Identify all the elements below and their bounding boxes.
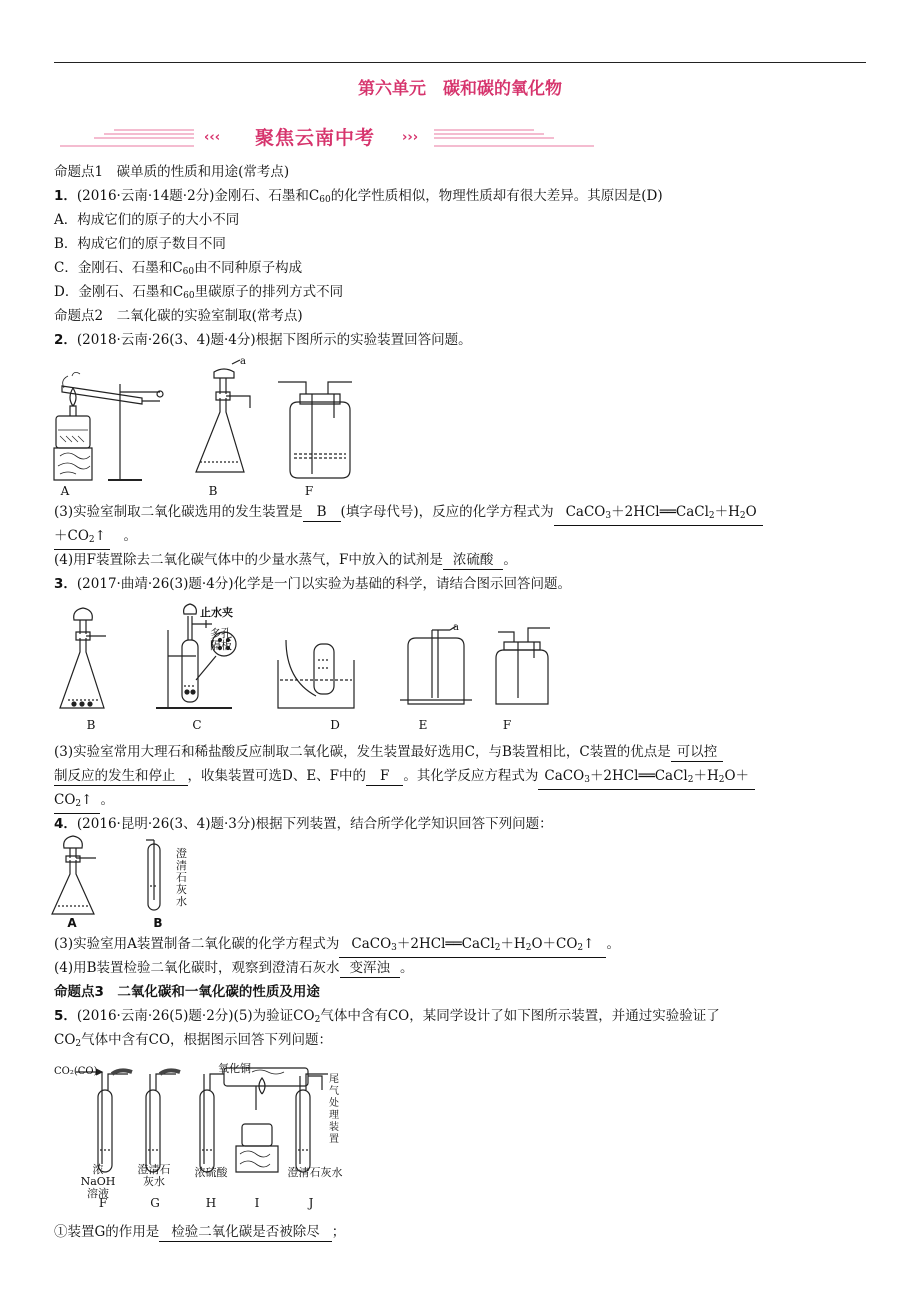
q3-part3 bbox=[54, 742, 880, 762]
q4-p4-answer: 变浑浊 bbox=[340, 960, 401, 978]
q1-opt-c-b: 由不同种原子构成 bbox=[194, 260, 303, 276]
funnel-b bbox=[214, 369, 234, 394]
porous-plate-label: 多孔隔板 bbox=[210, 627, 232, 652]
bottle-f bbox=[290, 402, 350, 478]
q1-opt-d-sub: 60 bbox=[183, 291, 195, 301]
q5-sub2: 2 bbox=[75, 1039, 82, 1049]
q1-opt-d-a: D．金刚石、石墨和C bbox=[54, 284, 184, 300]
q2-stem bbox=[54, 330, 880, 350]
q4-apparatus-figure bbox=[52, 836, 192, 916]
q5-stem-d: 气体中含有CO，根据图示回答下列问题： bbox=[81, 1032, 333, 1048]
top-rule bbox=[54, 62, 866, 63]
q2-p4-end: 。 bbox=[503, 552, 517, 568]
q1-opt-c-a: C．金刚石、石墨和C bbox=[54, 260, 183, 276]
exhaust-label: 尾气处理装置 bbox=[329, 1074, 339, 1145]
q3-p-a: (3)实验室常用大理石和稀盐酸反应制取二氧化碳，发生装置最好选用C，与B装置相比，C装置的优点是 bbox=[54, 744, 671, 760]
q1-option-c bbox=[54, 258, 880, 282]
stop-clip-label: 止水夹 bbox=[200, 606, 233, 619]
q3-answer-2: F bbox=[366, 768, 403, 786]
cuo-label: 氧化铜 bbox=[218, 1062, 251, 1075]
q3-answer-1a: 可以控 bbox=[671, 744, 724, 762]
q2-p3-equation: $CaCO_3+2HCl══CaCl_2+H_2O$ bbox=[554, 504, 763, 526]
heading-2: 命题点2 二氧化碳的实验室制取(常考点) bbox=[54, 308, 303, 324]
q4-p4-end: 。 bbox=[400, 960, 414, 976]
fig-label-C3: C bbox=[192, 718, 202, 732]
test-tube-c bbox=[182, 640, 198, 702]
svg-text:‹‹‹: ‹‹‹ bbox=[204, 130, 221, 145]
flask-b bbox=[196, 398, 244, 472]
limewater-label-j: 澄清石灰水 bbox=[287, 1166, 343, 1179]
q2-p3-equation-cont: $+CO_2↑$ bbox=[54, 528, 110, 550]
q1-sub: 60 bbox=[319, 195, 331, 205]
fig-label-D3: D bbox=[330, 718, 340, 732]
q4-part3 bbox=[54, 934, 880, 958]
tube-j bbox=[296, 1074, 328, 1172]
heading-3: 命题点3 二氧化碳和一氧化碳的性质及用途 bbox=[54, 984, 320, 1000]
q5-part1 bbox=[54, 1222, 880, 1242]
q5-number: 5． bbox=[54, 1008, 77, 1024]
q5-p1-end: ； bbox=[331, 1224, 346, 1240]
q1-stem-a: (2016·云南·14题·2分)金刚石、石墨和C bbox=[76, 188, 320, 204]
q2-part3 bbox=[54, 502, 880, 526]
label-a: a bbox=[240, 356, 246, 367]
q3-part3-end bbox=[54, 790, 880, 814]
fig-label-A: A bbox=[60, 484, 70, 498]
q3-end: 。 bbox=[100, 792, 114, 808]
q2-p4-a: (4)用F装置除去二氧化碳气体中的少量水蒸气，F中放入的试剂是 bbox=[54, 552, 443, 568]
q4-number: 4． bbox=[54, 816, 77, 832]
q3-answer-1b: 制反应的发生和停止 bbox=[54, 768, 188, 786]
q3-p-b: ，收集装置可选D、E、F中的 bbox=[187, 768, 367, 784]
q4-p4-a: (4)用B装置检验二氧化碳时，观察到澄清石灰水 bbox=[54, 960, 340, 976]
q2-p4-answer: 浓硫酸 bbox=[443, 552, 504, 570]
banner-text: 聚焦云南中考 bbox=[254, 127, 375, 149]
q2-p3-answer: B bbox=[303, 504, 341, 522]
q3-stem-text: (2017·曲靖·26(3)题·4分)化学是一门以实验为基础的科学，请结合图示回答问题。 bbox=[76, 576, 572, 592]
inlet-label: CO₂(CO) bbox=[54, 1066, 98, 1077]
alcohol-lamp-i bbox=[242, 1124, 272, 1146]
q3-equation: $CaCO_3+2HCl══CaCl_2+H_2O+$ bbox=[538, 768, 755, 790]
fig-label-F3: F bbox=[502, 718, 512, 732]
q4-stem-text: (2016·昆明·26(3、4)题·3分)根据下列装置，结合所学化学知识回答下列问题： bbox=[76, 816, 553, 832]
q5-p1-answer: 检验二氧化碳是否被除尽 bbox=[159, 1224, 332, 1242]
q4-p3-a: (3)实验室用A装置制备二氧化碳的化学方程式为 bbox=[54, 936, 340, 952]
q2-part4 bbox=[54, 550, 880, 570]
q1-opt-d-b: 里碳原子的排列方式不同 bbox=[194, 284, 344, 300]
svg-text:›››: ››› bbox=[402, 130, 419, 145]
fig-label-B3: B bbox=[86, 718, 96, 732]
q2-p3-a: (3)实验室制取二氧化碳选用的发生装置是 bbox=[54, 504, 303, 520]
q3-stem bbox=[54, 574, 880, 594]
q4-p3-end: 。 bbox=[606, 936, 620, 952]
fig-label-E3: E bbox=[418, 718, 428, 732]
q1-option-d bbox=[54, 282, 880, 306]
section-banner bbox=[54, 120, 602, 156]
q4-stem bbox=[54, 814, 880, 834]
fig-label-I5: I bbox=[254, 1196, 260, 1210]
q5-stem-a: (2016·云南·26(5)题·2分)(5)为验证CO bbox=[76, 1008, 315, 1024]
bottle-f2 bbox=[496, 650, 548, 704]
q2-p3-b: (填字母代号)，反应的化学方程式为 bbox=[340, 504, 554, 520]
alcohol-lamp bbox=[56, 416, 90, 448]
q4-equation: $CaCO_3+2HCl══CaCl_2+H_2O+CO_2↑$ bbox=[339, 936, 606, 958]
q5-stem bbox=[54, 1006, 880, 1030]
fig-label-H5: H bbox=[205, 1196, 217, 1210]
q1-number: 1． bbox=[54, 188, 77, 204]
q1-stem-b: 的化学性质相似，物理性质却有很大差异。其原因是(D) bbox=[330, 188, 663, 204]
bottle-e bbox=[408, 638, 464, 704]
q2-part3-cont: $+CO_2↑$ 。 bbox=[54, 526, 880, 550]
fig-label-F5: F bbox=[98, 1196, 108, 1210]
q1-opt-c-sub: 60 bbox=[182, 267, 195, 277]
q5-stem-b: 气体中含有CO，某同学设计了如下图所示装置，并通过实验验证了 bbox=[320, 1008, 720, 1024]
q2-number: 2． bbox=[54, 332, 77, 348]
q2-stem-text: (2018·云南·26(3、4)题·4分)根据下图所示的实验装置回答问题。 bbox=[76, 332, 472, 348]
q3-p-c: 。其化学反应方程式为 bbox=[403, 768, 539, 784]
q4-part4 bbox=[54, 958, 880, 978]
tube-g bbox=[146, 1074, 176, 1172]
limewater-label-g: 澄清石灰水 bbox=[137, 1163, 171, 1188]
q3-apparatus-figure bbox=[56, 600, 536, 716]
q1-option-b: B．构成它们的原子数目不同 bbox=[54, 236, 226, 252]
tube-f bbox=[98, 1072, 128, 1172]
q5-stem-cont bbox=[54, 1030, 880, 1054]
fig-label-B: B bbox=[208, 484, 218, 498]
q2-apparatus-figure bbox=[50, 358, 350, 483]
q5-p1-a: ①装置G的作用是 bbox=[54, 1224, 160, 1240]
page-title: 第六单元 碳和碳的氧化物 bbox=[358, 79, 562, 99]
fig-label-B4: B bbox=[153, 916, 163, 930]
heading-1: 命题点1 碳单质的性质和用途(常考点) bbox=[54, 164, 290, 180]
q3-number: 3． bbox=[54, 576, 77, 592]
q1-option-a: A．构成它们的原子的大小不同 bbox=[54, 212, 240, 228]
trough-d bbox=[278, 660, 354, 708]
q3-equation-cont: $CO_2↑$ bbox=[54, 792, 100, 814]
fig-label-G5: G bbox=[150, 1196, 160, 1210]
h2so4-label: 浓硫酸 bbox=[194, 1166, 228, 1179]
lime-water-label: 澄清石灰水 bbox=[176, 847, 187, 908]
q3-part3-cont bbox=[54, 766, 880, 790]
fig-label-A4: A bbox=[67, 916, 77, 930]
q5-sub1: 2 bbox=[314, 1015, 321, 1025]
q5-stem-c: CO bbox=[54, 1032, 76, 1048]
naoh-label: 浓NaOH溶液 bbox=[80, 1163, 116, 1200]
fig-label-J5: J bbox=[308, 1196, 314, 1210]
label-a-e: a bbox=[453, 622, 459, 633]
q1-stem bbox=[54, 186, 880, 210]
fig-label-F: F bbox=[304, 484, 314, 498]
tube-h bbox=[200, 1074, 224, 1172]
